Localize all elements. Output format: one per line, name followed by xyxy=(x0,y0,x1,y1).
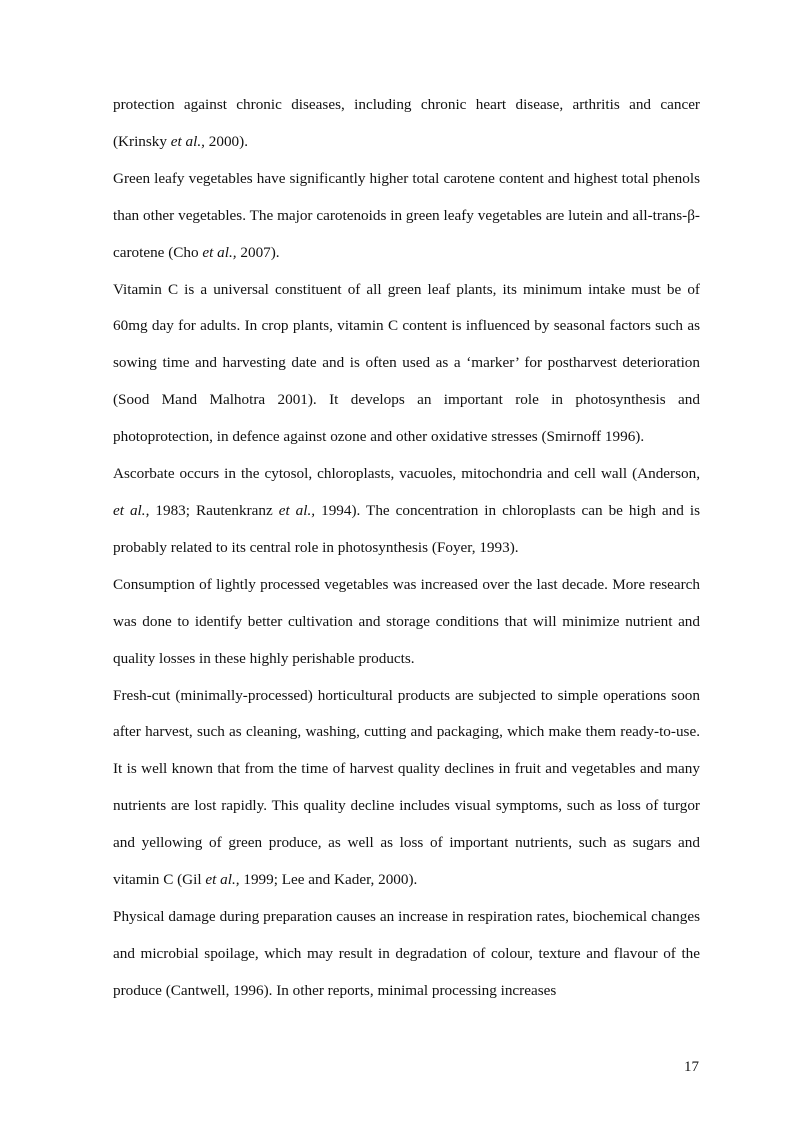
text-run: protection against chronic diseases, including chronic heart disease, arthritis and cancer (Krinsky xyxy=(113,96,700,150)
paragraph xyxy=(113,567,700,678)
italic-run: et al., xyxy=(205,871,240,889)
text-run: 1999; Lee and Kader, 2000). xyxy=(239,871,418,889)
text-run: Green leafy vegetables have significantly higher total carotene content and highest total phenols than other vegetables. The major carotenoids in green leafy vegetables are lutein and all-trans-β-carotene (Cho xyxy=(113,169,700,261)
paragraph xyxy=(113,456,700,567)
paragraph xyxy=(113,899,700,1010)
italic-run: et al., xyxy=(113,501,150,519)
italic-run: et al., xyxy=(278,501,316,519)
paragraph xyxy=(113,87,700,161)
paragraph xyxy=(113,272,700,457)
paragraph xyxy=(113,678,700,899)
page-number: 17 xyxy=(684,1059,699,1075)
paragraph xyxy=(113,161,700,272)
text-run: 1994). The concentration in chloroplasts can be high and is probably related to its central role in photosynthesis (Foyer, 1993). xyxy=(113,501,700,556)
text-run: 2000). xyxy=(204,132,248,150)
text-run: Fresh-cut (minimally-processed) horticultural products are subjected to simple operations soon after harvest, such as cleaning, washing, cutting and packaging, which make them ready-to-use. It is well known that from the time of harvest quality declines in fruit and vegetables and many nutrients are lost rapidly. This quality decline includes visual symptoms, such as loss of turgor and yellowing of green produce, as well as loss of important nutrients, such as sugars and vitamin C (Gil xyxy=(113,686,700,889)
text-run: Physical damage during preparation causes an increase in respiration rates, biochemical changes and microbial spoilage, which may result in degradation of colour, texture and flavour of the produce (Cantwell, 1996). In other reports, minimal processing increases xyxy=(113,907,700,999)
text-run: Consumption of lightly processed vegetables was increased over the last decade. More research was done to identify better cultivation and storage conditions that will minimize nutrient and quality losses in these highly perishable products. xyxy=(113,575,700,667)
text-run: Ascorbate occurs in the cytosol, chloroplasts, vacuoles, mitochondria and cell wall (Anderson, xyxy=(113,465,700,483)
text-run: 1983; Rautenkranz xyxy=(149,501,279,519)
body-text xyxy=(113,87,700,1010)
text-run: 2007). xyxy=(236,243,280,261)
text-run: Vitamin C is a universal constituent of all green leaf plants, its minimum intake must be of 60mg day for adults. In crop plants, vitamin C content is influenced by seasonal factors such as sowing time and harvesting date and is often used as a ‘marker’ for postharvest deterioration (Sood Mand Malhotra 2001). It develops an important role in photosynthesis and photoprotection, in defence against ozone and other oxidative stresses (Smirnoff 1996). xyxy=(113,280,700,446)
italic-run: et al., xyxy=(202,243,237,261)
italic-run: et al., xyxy=(170,132,205,150)
